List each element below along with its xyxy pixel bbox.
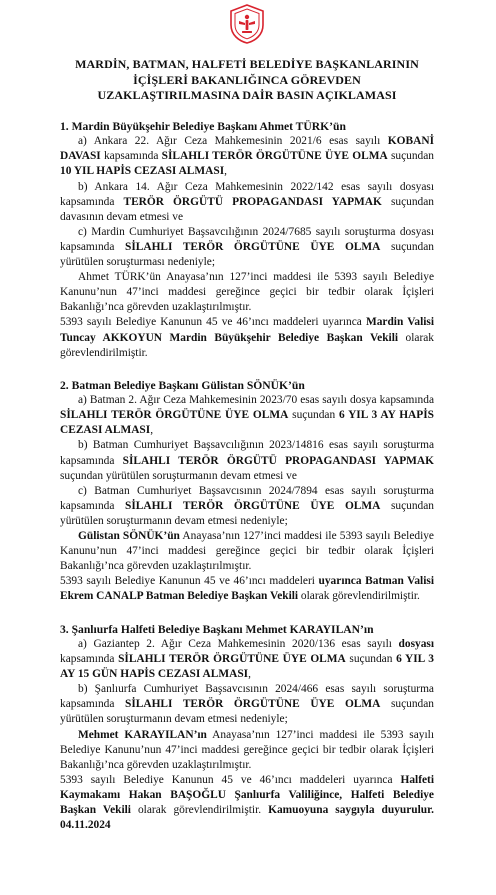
paragraph-d [60,728,434,773]
text: , [248,668,251,681]
section-heading: 3. Şanlıurfa Halfeti Belediye Başkanı Mehmet KARAYILAN’ın [60,622,374,636]
text: olarak görevlendirilmiştir. [60,331,435,359]
text: a) Ankara 22. Ağır Ceza Mahkemesinin 2021/6 esas sayılı [78,135,388,148]
document-title [60,57,434,104]
text: suçundan yürütülen soruşturmanın devam etmesi nedeniyle; [60,499,434,527]
text: suçundan [387,150,434,163]
text: 5393 sayılı Belediye Kanunun 45 ve 46’ıncı maddeleri uyarınca [60,773,401,786]
text: b) Şanlıurfa Cumhuriyet Başsavcısının 2024/466 esas sayılı soruşturma kapsamında [60,683,434,711]
seal-container [60,0,434,49]
bold-text: Halfeti Kaymakamı Hakan BAŞOĞLU Şanlıurfa Valiliğince, Halfeti Belediye Başkan Vekili [60,773,434,817]
text: 5393 sayılı Belediye Kanunun 45 ve 46’ıncı maddeleri uyarınca [60,316,366,329]
paragraph-b [60,438,434,483]
bold-text: SİLAHLI TERÖR ÖRGÜTÜNE ÜYE OLMA [124,240,381,253]
bold-text: SİLAHLI TERÖR ÖRGÜTÜ PROPAGANDASI YAPMAK [122,454,434,467]
text: c) Batman Cumhuriyet Başsavcısının 2024/7894 esas sayılı soruşturma kapsamında [60,484,434,512]
paragraph-e [60,773,434,833]
text: a) Gaziantep 2. Ağır Ceza Mahkemesinin 2020/136 esas sayılı [78,638,399,650]
text: Anayasa’nın 127’inci maddesi ile 5393 sayılı Belediye Kanunu’nun 47’inci maddesi gereğince geçici bir tedbir olarak İçişleri Bakanlığı’nca görevden uzaklaştırılmıştır. [60,530,434,573]
text: 5393 sayılı Belediye Kanunun 45 ve 46’ıncı maddeleri [60,575,319,588]
text: , [150,424,154,437]
bold-text: Mardin Valisi Tuncay AKKOYUN Mardin Büyükşehir Belediye Başkan Vekili [60,316,434,344]
text: olarak görevlendirilmiştir. [298,590,420,603]
section-heading: 1. Mardin Büyükşehir Belediye Başkanı Ahmet TÜRK’ün [60,119,346,133]
section-halfeti [60,622,434,834]
paragraph-a [60,393,434,438]
text: suçundan yürütülen soruşturması nedeniyle; [60,240,434,269]
title-line-1: MARDİN, BATMAN, HALFETİ BELEDİYE BAŞKANLARININ [75,57,419,71]
text: kapsamında [60,653,119,666]
title-line-2: İÇİŞLERİ BAKANLIĞINCA GÖREVDEN [133,72,361,87]
bold-text: TERÖR ÖRGÜTÜ PROPAGANDASI YAPMAK [123,195,382,208]
bold-text: Gülistan SÖNÜK’ün [78,530,180,543]
paragraph-b [60,682,434,727]
bold-text: KOBANİ DAVASI [60,135,434,163]
text: Anayasa’nın 127’inci maddesi ile 5393 sayılı Belediye Kanunu’nun 47’inci maddesi gereğince geçici bir tedbir olarak İçişleri Bakanlığı’nca görevden uzaklaştırılmıştır. [60,728,434,771]
text: suçundan davasının devam etmesi ve [60,195,434,223]
text: b) Ankara 14. Ağır Ceza Mahkemesinin 2022/142 esas sayılı dosyası kapsamında [60,180,434,208]
title-line-3: UZAKLAŞTIRILMASINA DAİR BASIN AÇIKLAMASI [97,88,397,103]
text: c) Mardin Cumhuriyet Başsavcılığının 2024/7685 sayılı soruşturma dosyası kapsamında [60,225,434,253]
bold-text: SİLAHLI TERÖR ÖRGÜTÜNE ÜYE OLMA [124,698,381,711]
bold-text: Mehmet KARAYILAN’ın [78,728,207,741]
text: suçundan yürütülen soruşturmanın devam etmesi ve [60,469,297,482]
section-batman [60,378,434,605]
paragraph-e [60,574,434,604]
bold-text: SİLAHLI TERÖR ÖRGÜTÜNE ÜYE OLMA [118,653,346,666]
section-heading: 2. Batman Belediye Başkanı Gülistan SÖNÜK’ün [60,378,305,392]
bold-text: dosyası [398,638,434,650]
bold-text: 10 YIL HAPİS CEZASI ALMASI [60,165,225,178]
text: suçundan [345,653,397,666]
text: , [224,165,228,178]
text: a) Batman 2. Ağır Ceza Mahkemesinin 2023/70 esas sayılı dosya kapsamında [78,394,434,407]
paragraph-c [60,225,434,270]
text: olarak görevlendirilmiştir. [130,804,269,817]
bold-text: 6 YIL 3 AY 15 GÜN HAPİS CEZASI ALMASI [60,653,434,681]
text: kapsamında [100,150,162,163]
paragraph-a [60,134,434,179]
section-mardin [60,119,434,361]
paragraph-e [60,315,434,360]
paragraph-b [60,180,434,225]
paragraph-d: Ahmet TÜRK’ün Anayasa’nın 127’inci maddesi ile 5393 sayılı Belediye Kanunu’nun 47’inci maddesi gereğince geçici bir tedbir olarak İçişleri Bakanlığı’nca görevden uzaklaştırılmıştır. [60,271,434,314]
bold-text: uyarınca Batman Valisi Ekrem CANALP Batman Belediye Başkan Vekili [60,575,434,603]
bold-text: SİLAHLI TERÖR ÖRGÜTÜNE ÜYE OLMA [161,150,388,163]
text: b) Batman Cumhuriyet Başsavcılığının 2023/14816 esas sayılı soruşturma kapsamında [60,439,434,467]
bold-text: SİLAHLI TERÖR ÖRGÜTÜNE ÜYE OLMA [60,409,289,422]
text: suçundan yürütülen soruşturmanın devam etmesi nedeniyle; [60,698,434,726]
paragraph-d [60,529,434,574]
paragraph-c [60,484,434,529]
ministry-seal-icon [227,3,267,45]
closing-statement: Kamuoyuna saygıyla duyurulur. 04.11.2024 [60,804,434,832]
bold-text: 6 YIL 3 AY HAPİS CEZASI ALMASI [60,409,435,437]
bold-text: SİLAHLI TERÖR ÖRGÜTÜNE ÜYE OLMA [124,499,381,512]
text: suçundan [288,409,339,422]
paragraph-a [60,637,434,682]
